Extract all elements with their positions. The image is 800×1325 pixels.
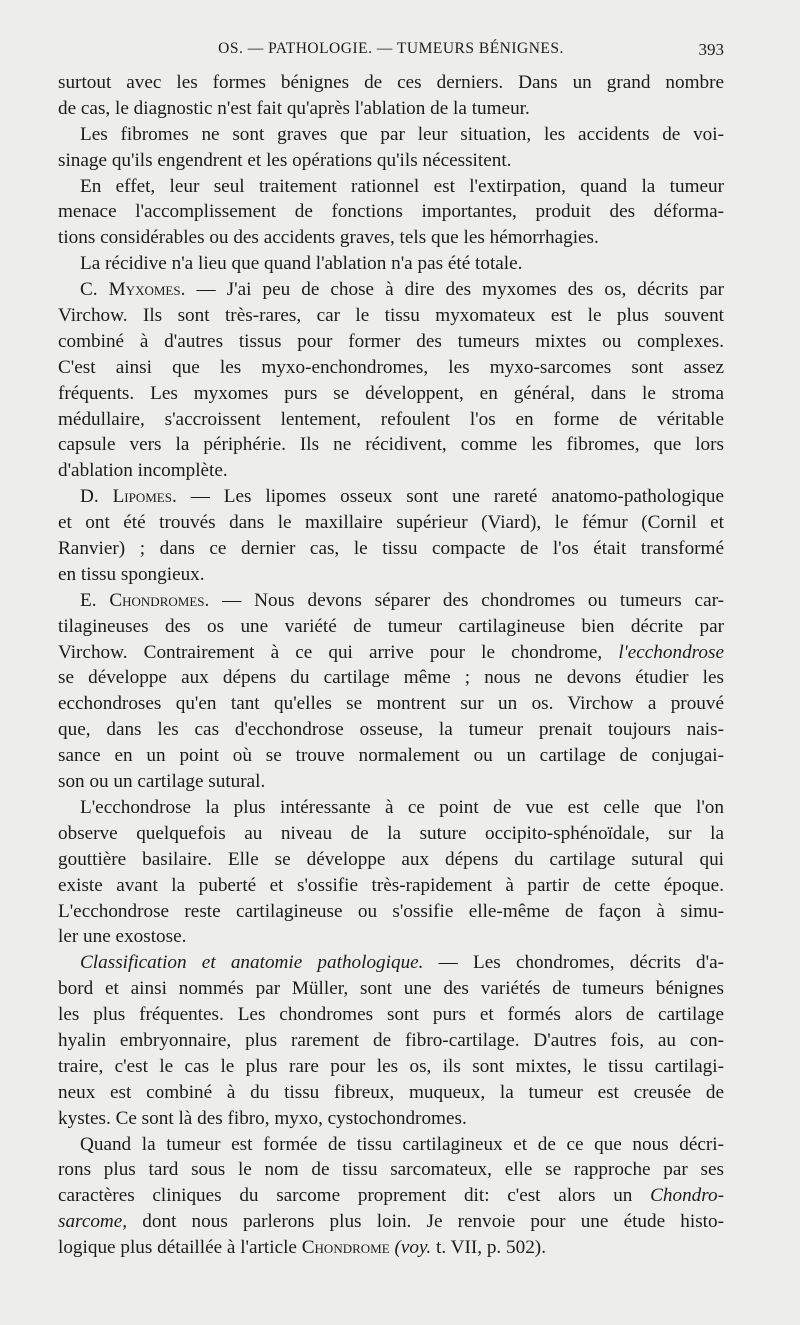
italic-term: sarcome, <box>58 1211 128 1233</box>
body-text <box>58 70 724 1261</box>
text-line: ler une exostose. <box>58 926 187 948</box>
text-line: C'est ainsi que les myxo-enchondromes, les myxo-sarcomes sont assez <box>58 356 724 378</box>
italic-term: (voy. <box>394 1237 432 1259</box>
text-line: kystes. Ce sont là des fibro, myxo, cystochondromes. <box>58 1107 467 1129</box>
text-line: et ont été trouvés dans le maxillaire supérieur (Viard), le fémur (Cornil et <box>58 512 724 534</box>
text-line: tions considérables ou des accidents graves, tels que les hémorrhagies. <box>58 227 599 249</box>
italic-term: Chondro- <box>650 1185 725 1207</box>
text-line: Virchow. Contrairement à ce qui arrive pour le chondrome, l'ecchondrose <box>58 641 725 663</box>
text-line: Les fibromes ne sont graves que par leur situation, les accidents de voi- <box>80 123 724 145</box>
text-line: combiné à d'autres tissus pour former des tumeurs mixtes ou complexes. <box>58 330 724 352</box>
text-line: d'ablation incomplète. <box>58 460 228 482</box>
section-label-lipomes: D. Lipomes. <box>80 486 177 508</box>
text-line: D. Lipomes. — Les lipomes osseux sont une rareté anatomo-pathologique <box>80 486 725 508</box>
running-title: OS. — PATHOLOGIE. — TUMEURS BÉNIGNES. <box>218 40 564 57</box>
text-line: Ranvier) ; dans ce dernier cas, le tissu compacte de l'os était transformé <box>58 538 724 560</box>
text-line: de cas, le diagnostic n'est fait qu'après l'ablation de la tumeur. <box>58 97 530 119</box>
text-line: Virchow. Ils sont très-rares, car le tissu myxomateux est le plus souvent <box>58 305 724 327</box>
text-line: traire, c'est le cas le plus rare pour les os, ils sont mixtes, le tissu cartilagi- <box>58 1055 724 1077</box>
text-line: que, dans les cas d'ecchondrose osseuse, la tumeur prenait toujours nais- <box>58 719 724 741</box>
text-line: observe quelquefois au niveau de la suture occipito-sphénoïdale, sur la <box>58 822 724 844</box>
text-line: En effet, leur seul traitement rationnel est l'extirpation, quand la tumeur <box>80 175 724 197</box>
italic-term: l'ecchondrose <box>618 641 725 663</box>
text-line: logique plus détaillée à l'article Chondrome (voy. t. VII, p. 502). <box>58 1237 546 1259</box>
text-line: neux est combiné à du tissu fibreux, muqueux, la tumeur est creusée de <box>58 1081 724 1103</box>
text-line: bord et ainsi nommés par Müller, sont une des variétés de tumeurs bénignes <box>58 978 724 1000</box>
text-line: sance en un point où se trouve normalement ou un cartilage de conjugai- <box>58 745 724 767</box>
section-label-myxomes: C. Myxomes. <box>80 279 186 301</box>
text-line: hyalin embryonnaire, plus rarement de fibro-cartilage. D'autres fois, au con- <box>58 1029 724 1051</box>
text-line: son ou un cartilage sutural. <box>58 771 266 793</box>
page-header <box>58 40 724 66</box>
text-line: caractères cliniques du sarcome proprement dit: c'est alors un Chondro- <box>58 1185 725 1207</box>
text-line: ecchondroses qu'en tant qu'elles se montrent sur un os. Virchow a prouvé <box>58 693 724 715</box>
text-line: menace l'accomplissement de fonctions importantes, produit des déforma- <box>58 201 724 223</box>
text-line: se développe aux dépens du cartilage même ; nous ne devons étudier les <box>58 667 724 689</box>
page-number: 393 <box>698 40 724 59</box>
text-line: capsule vers la périphérie. Ils ne récidivent, comme les fibromes, que lors <box>58 434 724 456</box>
text-line: existe avant la puberté et s'ossifie très-rapidement à partir de cette époque. <box>58 874 724 896</box>
text-line: E. Chondromes. — Nous devons séparer des chondromes ou tumeurs car- <box>80 589 724 611</box>
text-line: gouttière basilaire. Elle se développe aux dépens du cartilage sutural qui <box>58 848 724 870</box>
text-line: L'ecchondrose reste cartilagineuse ou s'ossifie elle-même de façon à simu- <box>58 900 724 922</box>
text-line: en tissu spongieux. <box>58 563 205 585</box>
section-label-chondromes: E. Chondromes. <box>80 589 210 611</box>
text-line: sinage qu'ils engendrent et les opérations qu'ils nécessitent. <box>58 149 512 171</box>
text-line: surtout avec les formes bénignes de ces derniers. Dans un grand nombre <box>58 72 724 93</box>
text-line: La récidive n'a lieu que quand l'ablation n'a pas été totale. <box>80 253 523 275</box>
text-line: L'ecchondrose la plus intéressante à ce point de vue est celle que l'on <box>80 796 724 818</box>
italic-heading: Classification et anatomie pathologique. <box>80 952 424 974</box>
text-line: C. Myxomes. — J'ai peu de chose à dire des myxomes des os, décrits par <box>80 279 724 301</box>
text-line: fréquents. Les myxomes purs se développent, en général, dans le stroma <box>58 382 724 404</box>
text-line: tilagineuses des os une variété de tumeur cartilagineuse bien décrite par <box>58 615 724 637</box>
text-line: médullaire, s'accroissent lentement, refoulent l'os en forme de véritable <box>58 408 724 430</box>
small-caps-reference: Chondrome <box>301 1237 390 1259</box>
text-line: rons plus tard sous le nom de tissu sarcomateux, elle se rapproche par ses <box>58 1159 724 1181</box>
text-line: sarcome, dont nous parlerons plus loin. Je renvoie pour une étude histo- <box>58 1211 724 1233</box>
text-line: les plus fréquentes. Les chondromes sont purs et formés alors de cartilage <box>58 1004 724 1026</box>
text-line: Classification et anatomie pathologique. — Les chondromes, décrits d'a- <box>80 952 724 974</box>
text-line: Quand la tumeur est formée de tissu cartilagineux et de ce que nous décri- <box>80 1133 724 1155</box>
